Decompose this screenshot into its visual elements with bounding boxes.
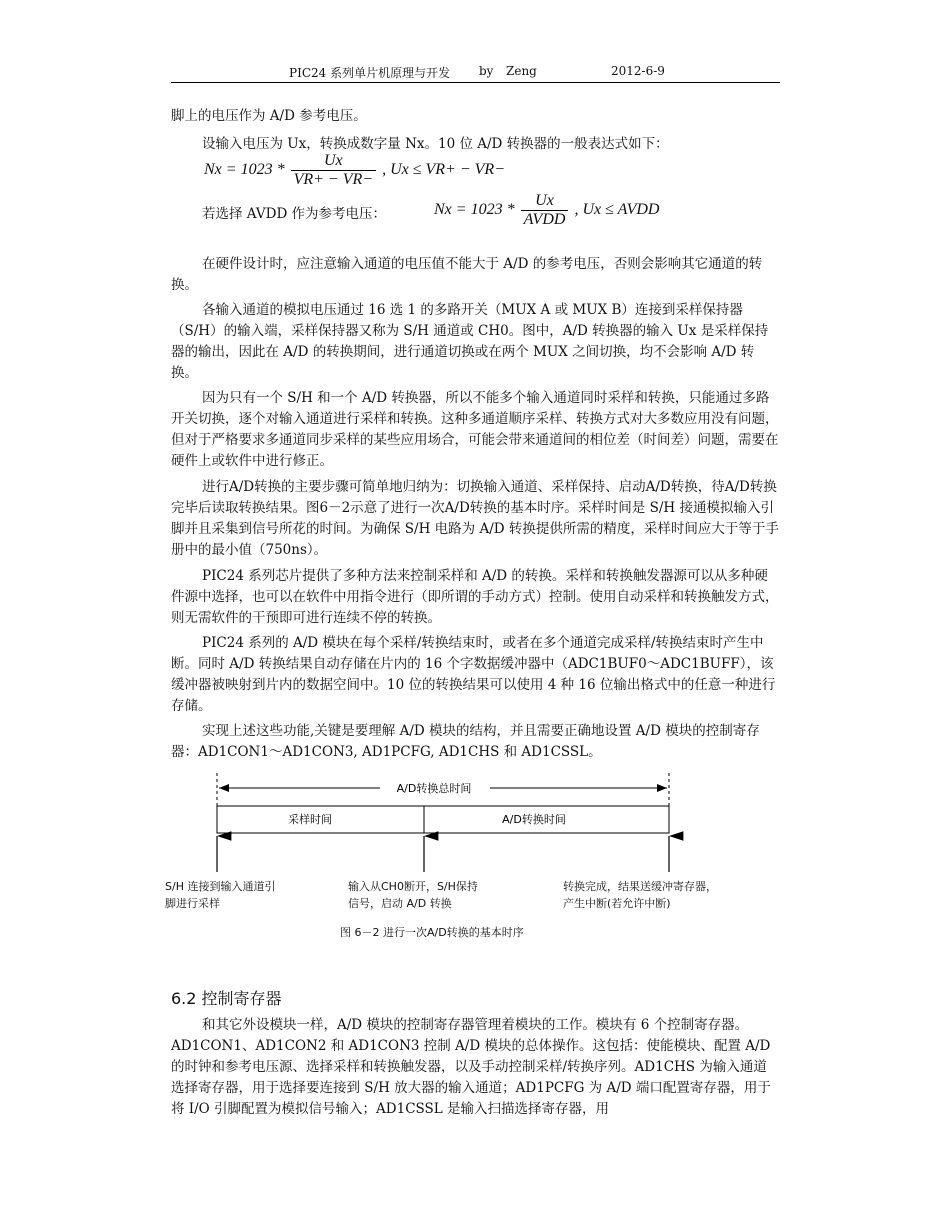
formula-2-denominator: AVDD [523, 211, 566, 228]
total-time-label: A/D转换总时间 [396, 782, 472, 795]
paragraph-7: 实现上述这些功能,关键是要理解 A/D 模块的结构，并且需要正确地设置 A/D 模块的控制寄存器：AD1CON1～AD1CON3, AD1PCFG, AD1CHS 和 AD1CSSL。 [171, 723, 760, 760]
paragraph-5: PIC24 系列芯片提供了多种方法来控制采样和 A/D 的转换。采样和转换触发器源可以从多种硬件源中选择，也可以在软件中用指令进行（即所谓的手动方式）控制。使用自动采样和转换触发方式，则无需软件的干预即可进行连续不停的转换。 [171, 568, 779, 626]
formula-2-lhs: Nx = 1023 * [434, 201, 515, 219]
note-sampling: S/H 连接到输入通道引 脚进行采样 [165, 880, 276, 910]
formula-1-numerator: Ux [291, 152, 376, 171]
formula-2-condition: , Ux ≤ AVDD [574, 201, 660, 219]
paragraph-4: 进行A/D转换的主要步骤可简单地归纳为：切换输入通道、采样保持、启动A/D转换，待A/D转换完毕后读取转换结果。图6－2示意了进行一次A/D转换的基本时序。采样时间是 S/H 接通模拟输入引脚并且采集到信号所花的时间。为确保 S/H 电路为 A/D 转换提供所需的精度，采样时间应大于等于手册中的最小值（750ns）。 [171, 479, 779, 558]
section-paragraph: 和其它外设模块一样，A/D 模块的控制寄存器管理着模块的工作。模块有 6 个控制寄存器。AD1CON1、AD1CON2 和 AD1CON3 控制 A/D 模块的总体操作。这包括：使能模块、配置 A/D 的时钟和参考电压源、选择采样和转换触发器，以及手动控制采样/转换序列。AD1CHS 为输入通道选择寄存器，用于选择要连接到 S/H 放大器的输入通道；AD1PCFG 为 A/D 端口配置寄存器，用于将 I/O 引脚配置为模拟信号输入；AD1CSSL 是输入扫描选择寄存器，用 [171, 1017, 771, 1117]
convert-time-label: A/D转换时间 [502, 813, 566, 826]
figure-caption: 图 6－2 进行一次A/D转换的基本时序 [340, 926, 524, 939]
paragraph-1: 在硬件设计时，应注意输入通道的电压值不能大于 A/D 的参考电压，否则会影响其它通道的转换。 [171, 256, 763, 293]
header-by: by [479, 64, 494, 78]
intro-line-1: 脚上的电压作为 A/D 参考电压。 [171, 108, 367, 124]
formula-2-numerator: Ux [521, 192, 569, 211]
intro-line-2: 设输入电压为 Ux，转换成数字量 Nx。10 位 A/D 转换器的一般表达式如下： [202, 136, 669, 152]
formula-1-lhs: Nx = 1023 * [204, 161, 285, 179]
section-title: 6.2 控制寄存器 [171, 989, 282, 1008]
note-conversion-done: 转换完成，结果送缓冲寄存器， 产生中断(若允许中断) [563, 880, 717, 910]
sample-time-label: 采样时间 [288, 813, 332, 826]
formula-1-condition: , Ux ≤ VR+ − VR− [382, 161, 505, 179]
header-title: PIC24 系列单片机原理与开发 [289, 66, 451, 80]
paragraph-6: PIC24 系列的 A/D 模块在每个采样/转换结束时，或者在多个通道完成采样/转换结束时产生中断。同时 A/D 转换结果自动存储在片内的 16 个字数据缓冲器中（ADC1BUF0～ADC1BUFF），该缓冲器被映射到片内的数据空间中。10 位的转换结果可以使用 4 种 16 位输出格式中的任意一种进行存储。 [171, 635, 776, 714]
note-conversion-start: 输入从CH0断开，S/H保持 信号，启动 A/D 转换 [348, 880, 478, 910]
formula-1-denominator: VR+ − VR− [293, 171, 374, 188]
intro-line-3: 若选择 AVDD 作为参考电压： [202, 206, 387, 222]
header-author: Zeng [506, 64, 537, 78]
paragraph-2: 各输入通道的模拟电压通过 16 选 1 的多路开关（MUX A 或 MUX B）连接到采样保持器（S/H）的输入端，采样保持器又称为 S/H 通道或 CH0。图中，A/D 转换器的输入 Ux 是采样保持器的输出，因此在 A/D 的转换期间，进行通道切换或在两个 MUX 之间切换，均不会影响 A/D 转换。 [171, 302, 769, 381]
header-date: 2012-6-9 [611, 64, 665, 78]
paragraph-3: 因为只有一个 S/H 和一个 A/D 转换器，所以不能多个输入通道同时采样和转换，只能通过多路开关切换，逐个对输入通道进行采样和转换。这种多通道顺序采样、转换方式对大多数应用没有问题，但对于严格要求多通道同步采样的某些应用场合，可能会带来通道间的相位差（时间差）问题，需要在硬件上或软件中进行修正。 [171, 390, 779, 469]
